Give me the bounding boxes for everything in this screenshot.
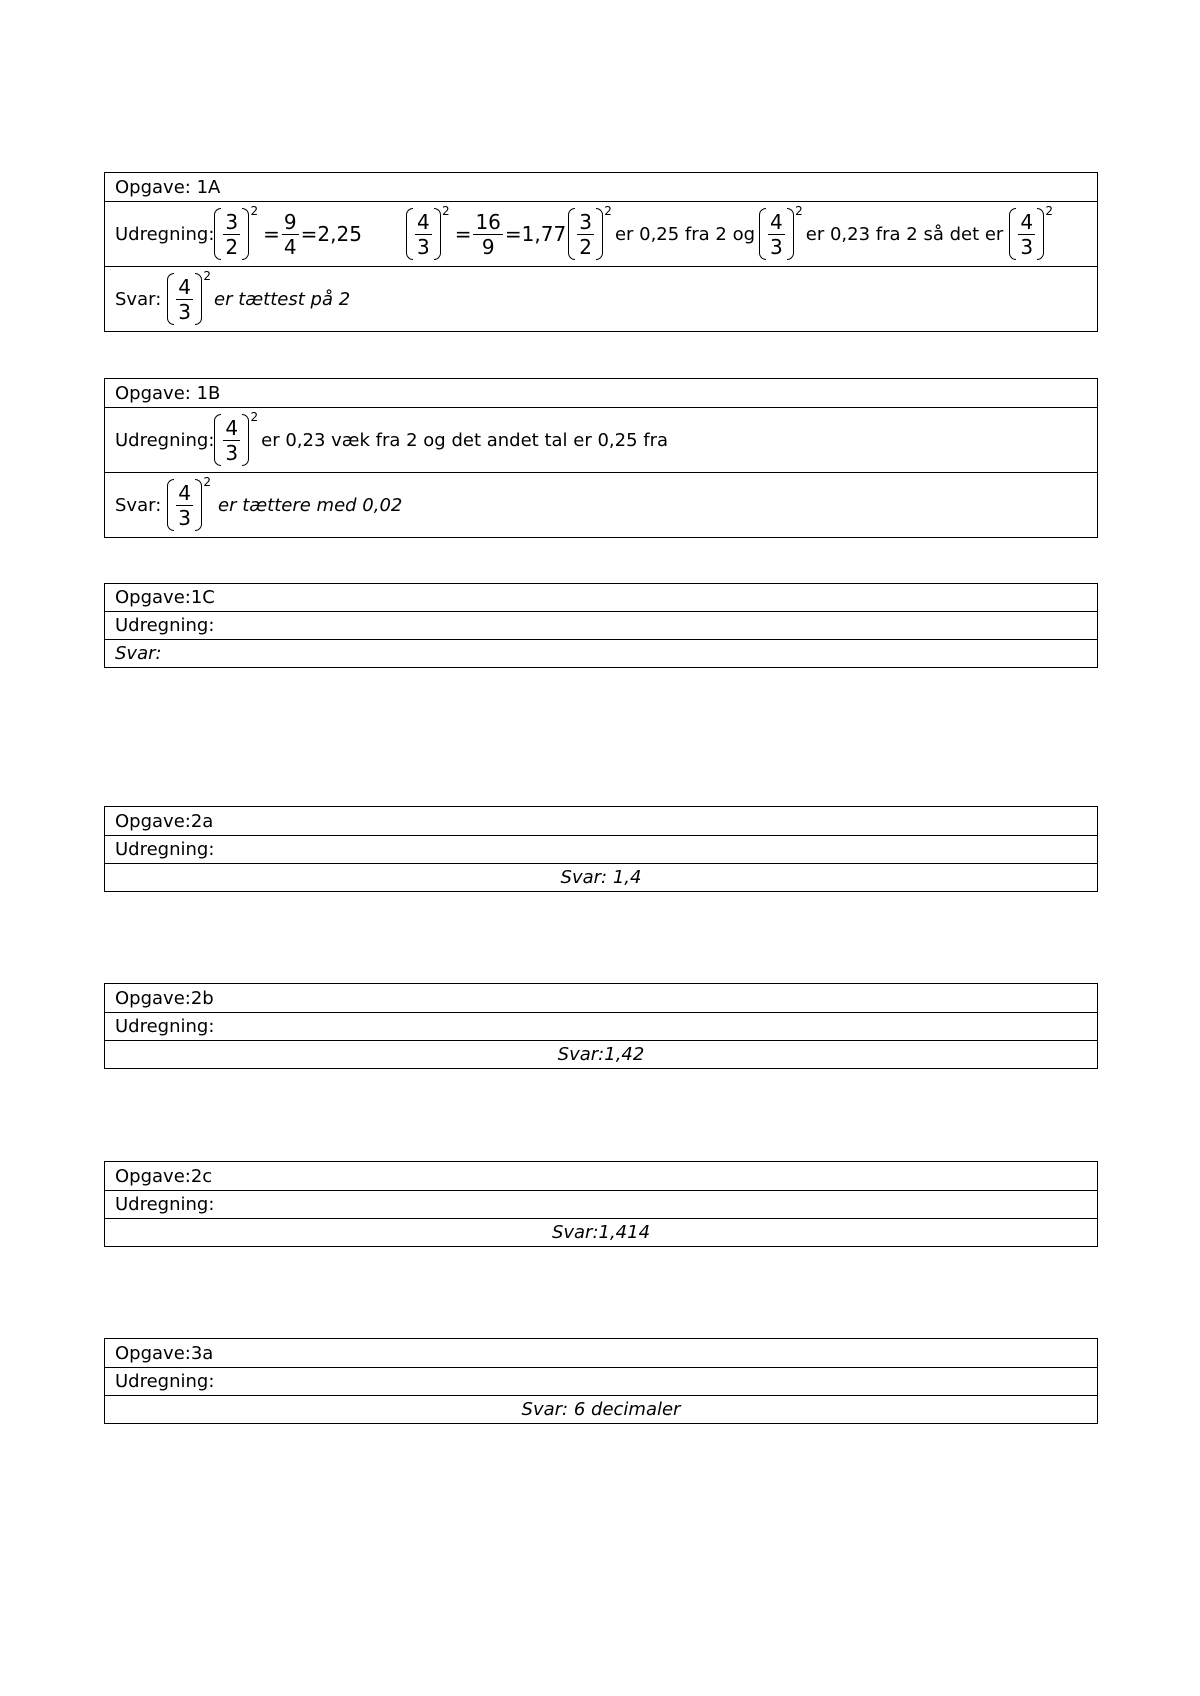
task-1a-calculation <box>105 201 1097 266</box>
task-1b-calculation <box>105 407 1097 472</box>
answer-text: Svar: 6 decimaler <box>521 1399 681 1420</box>
task-3a-answer <box>105 1395 1097 1423</box>
task-2b-title <box>105 984 1097 1012</box>
calc-label: Udregning: <box>115 1016 215 1037</box>
equals-sign: = <box>263 222 280 246</box>
answer-text: Svar:1,42 <box>557 1044 645 1065</box>
calc-label: Udregning: <box>115 615 215 636</box>
task-1b-answer <box>105 472 1097 537</box>
fraction-16-9 <box>473 210 502 259</box>
task-title-text: Opgave: 1A <box>115 176 221 198</box>
exponent: 2 <box>442 204 450 218</box>
task-1c-calculation <box>105 611 1097 639</box>
fraction-4-3-squared <box>406 204 450 260</box>
exponent: 2 <box>250 204 259 218</box>
task-1b-table <box>104 378 1098 538</box>
fraction-4-3-squared <box>214 410 259 466</box>
task-2b-calculation <box>105 1012 1097 1040</box>
fraction-3-2-squared <box>214 204 259 260</box>
denominator: 2 <box>579 234 592 259</box>
numerator: 16 <box>475 209 501 234</box>
calc-label: Udregning: <box>115 223 215 245</box>
calc-label: Udregning: <box>115 839 215 860</box>
task-3a-calculation <box>105 1367 1097 1395</box>
answer-text: Svar: 1,4 <box>560 867 642 888</box>
numerator: 4 <box>770 209 783 234</box>
fraction-4-3-squared <box>1009 204 1054 260</box>
task-1b-title <box>105 379 1097 407</box>
task-3a-table <box>104 1338 1098 1424</box>
task-title-text: Opgave:1C <box>115 587 215 608</box>
calc-text: er 0,23 væk fra 2 og det andet tal er 0,25 fra <box>261 429 669 451</box>
denominator: 2 <box>225 234 239 259</box>
numerator: 3 <box>225 209 239 234</box>
task-2a-answer <box>105 863 1097 891</box>
fraction-9-4 <box>282 210 299 259</box>
fraction-4-3-squared <box>759 204 803 260</box>
denominator: 3 <box>178 299 191 324</box>
denominator: 3 <box>225 440 239 465</box>
task-title-text: Opgave:3a <box>115 1342 214 1364</box>
numerator: 9 <box>283 209 297 234</box>
denominator: 9 <box>481 234 495 259</box>
numerator: 4 <box>416 209 430 234</box>
answer-label: Svar: <box>115 494 162 516</box>
task-2b-answer <box>105 1040 1097 1068</box>
exponent: 2 <box>203 475 211 489</box>
exponent: 2 <box>203 269 211 283</box>
task-2a-title <box>105 807 1097 835</box>
task-1c-table <box>104 583 1098 668</box>
denominator: 3 <box>178 505 191 530</box>
task-1c-answer <box>105 639 1097 667</box>
exponent: 2 <box>1045 204 1054 218</box>
answer-label: Svar: <box>115 643 162 664</box>
calc-text: er 0,23 fra 2 så det er <box>805 223 1004 245</box>
exponent: 2 <box>250 410 259 424</box>
task-title-text: Opgave: 1B <box>115 382 221 404</box>
task-2c-table <box>104 1161 1098 1247</box>
denominator: 3 <box>416 234 430 259</box>
answer-label: Svar: <box>115 288 162 310</box>
task-1a-answer <box>105 266 1097 331</box>
task-3a-title <box>105 1339 1097 1367</box>
numerator: 4 <box>178 480 191 505</box>
task-title-text: Opgave:2b <box>115 987 214 1009</box>
numerator: 4 <box>1020 209 1034 234</box>
fraction-4-3-squared <box>167 475 211 531</box>
answer-text: Svar:1,414 <box>551 1222 651 1243</box>
calc-label: Udregning: <box>115 429 215 451</box>
task-2a-calculation <box>105 835 1097 863</box>
numerator: 3 <box>579 209 592 234</box>
numerator: 4 <box>225 415 239 440</box>
task-1a-title <box>105 173 1097 201</box>
task-2b-table <box>104 983 1098 1069</box>
calc-text: er 0,25 fra 2 og <box>614 223 756 245</box>
answer-text: er tættest på 2 <box>214 288 351 310</box>
fraction-3-2-squared <box>568 204 612 260</box>
calc-label: Udregning: <box>115 1194 215 1215</box>
answer-text: er tættere med 0,02 <box>218 494 403 516</box>
denominator: 3 <box>770 234 783 259</box>
task-2a-table <box>104 806 1098 892</box>
exponent: 2 <box>604 204 612 218</box>
numerator: 4 <box>178 274 191 299</box>
task-title-text: Opgave:2a <box>115 810 214 832</box>
fraction-4-3-squared <box>167 269 211 325</box>
task-title-text: Opgave:2c <box>115 1165 213 1187</box>
task-1a-table <box>104 172 1098 332</box>
result-value: =2,25 <box>300 222 362 246</box>
denominator: 4 <box>283 234 297 259</box>
task-2c-calculation <box>105 1190 1097 1218</box>
task-2c-title <box>105 1162 1097 1190</box>
task-1c-title <box>105 584 1097 611</box>
calc-label: Udregning: <box>115 1371 215 1392</box>
exponent: 2 <box>795 204 803 218</box>
denominator: 3 <box>1020 234 1034 259</box>
task-2c-answer <box>105 1218 1097 1246</box>
result-value: =1,77 <box>504 222 567 246</box>
equals-sign: = <box>454 222 472 246</box>
